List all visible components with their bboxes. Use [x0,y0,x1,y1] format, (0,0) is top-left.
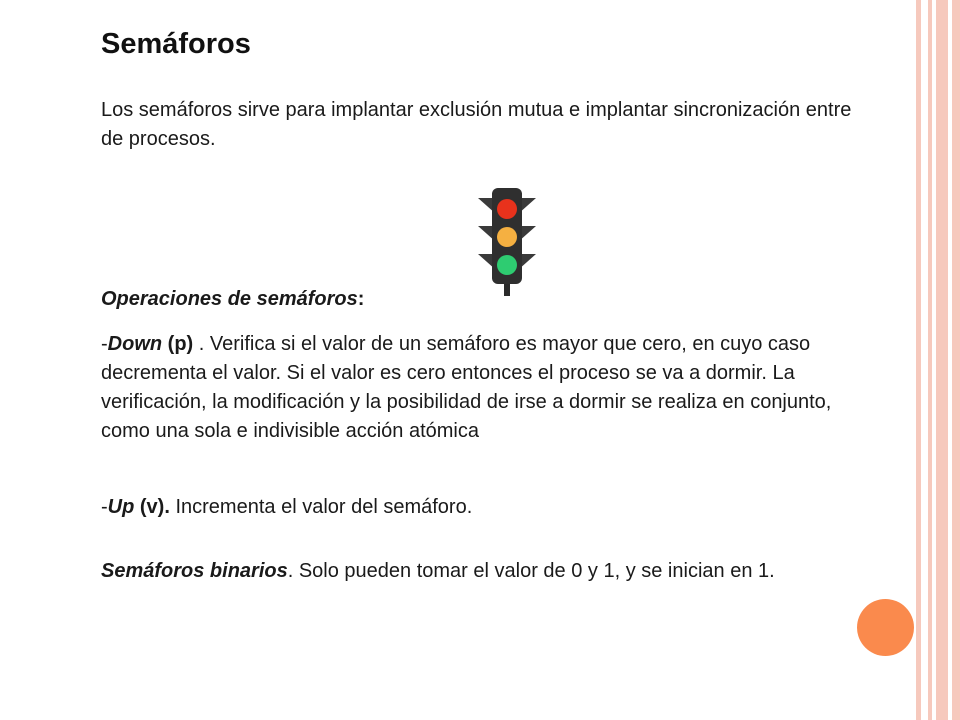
slide-title: Semáforos [101,28,251,60]
stripe [936,0,948,720]
decorative-stripes [916,0,960,720]
accent-circle [857,599,914,656]
operations-heading: Operaciones de semáforos: [101,288,365,310]
traffic-light-icon [474,186,570,296]
binary-semaphores: Semáforos binarios. Solo pueden tomar el valor de 0 y 1, y se inician en 1. [101,560,775,582]
stripe [928,0,932,720]
up-operation: -Up (v). Incrementa el valor del semáforo. [101,496,473,518]
stripe [952,0,960,720]
down-operation: -Down (p) . Verifica si el valor de un semáforo es mayor que cero, en cuyo caso decrementa el valor. Si el valor es cero entonces el proceso se va a dormir. La verificación, la modificación y la posibilidad de irse a dormir se realiza en conjunto, como una sola e indivisible acción atómica [101,333,832,442]
intro-paragraph: Los semáforos sirve para implantar exclusión mutua e implantar sincronización entre de procesos. [101,99,852,150]
stripe [916,0,921,720]
